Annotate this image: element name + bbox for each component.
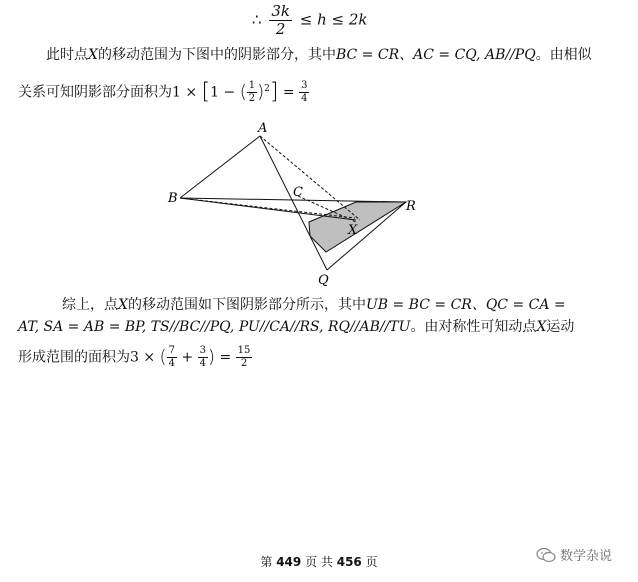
segment-ab: [180, 136, 260, 198]
equals: =: [219, 349, 232, 366]
footer-pre: 第: [260, 555, 273, 569]
para1-text: 此时点: [46, 47, 88, 63]
para1-text: 的移动范围为下图中的阴影部分，其中: [97, 47, 336, 63]
label-r: R: [406, 199, 416, 214]
relations: BC = CR、AC = CQ, AB//PQ: [335, 47, 536, 63]
watermark: [536, 545, 612, 564]
res-den: 4: [301, 93, 308, 105]
fraction-result: [299, 81, 309, 104]
para2-text: 。由对称性可知动点: [410, 319, 537, 335]
fraction-half: [247, 81, 257, 104]
para2-line3: [18, 346, 252, 369]
segment-aq: [260, 136, 327, 270]
fraction-numerator: 3k: [271, 2, 290, 20]
para1-text: 关系可知阴影部分面积为: [18, 84, 172, 101]
total-pages: 456: [336, 555, 362, 569]
plus: +: [181, 349, 194, 366]
right-paren: ): [207, 346, 215, 368]
f1-num: 7: [168, 345, 175, 356]
right-bracket: ]: [269, 79, 279, 105]
one-minus: 1 −: [210, 84, 236, 101]
times-3: 3 ×: [130, 349, 156, 366]
half-num: 1: [248, 80, 256, 92]
label-q: Q: [318, 273, 329, 288]
para1-text: 。由相似: [535, 47, 592, 63]
therefore-symbol: ∴: [252, 10, 262, 29]
fraction-7-4: [167, 346, 177, 369]
label-a: A: [258, 121, 268, 136]
wechat-icon: [536, 547, 556, 563]
fraction-3-4: [198, 346, 208, 369]
label-b: B: [168, 191, 178, 206]
var-x: X: [118, 297, 128, 313]
geometry-figure: [160, 112, 440, 292]
res-num: 3: [301, 80, 308, 92]
res-num: 15: [237, 345, 251, 356]
fraction-denominator: 2: [275, 20, 286, 38]
times-1: 1 ×: [172, 84, 198, 101]
footer-mid: 页 共: [305, 555, 333, 569]
inequality-line: [252, 4, 367, 37]
para2-text: 运动: [546, 319, 575, 335]
equals: =: [282, 84, 295, 101]
footer-post: 页: [365, 555, 378, 569]
shaded-region: [309, 202, 406, 252]
para2-text: 形成范围的面积为: [18, 349, 130, 366]
f2-num: 3: [199, 345, 206, 356]
page-number: 449: [276, 555, 302, 569]
var-x: X: [536, 319, 547, 335]
inequality-rest: ≤ h ≤ 2k: [299, 10, 368, 29]
square-exponent: 2: [264, 84, 270, 94]
left-paren: (: [239, 81, 247, 103]
res-den: 2: [240, 358, 248, 369]
label-x: X: [348, 223, 358, 238]
fraction-3k-over-2: [269, 4, 292, 37]
para2-line1: [62, 296, 566, 314]
dashed-ax: [260, 136, 360, 220]
relations-2: AT, SA = AB = BP, TS//BC//PQ, PU//CA//RS, RQ//AB//TU: [18, 319, 411, 335]
watermark-text: 数学杂说: [560, 549, 613, 564]
f1-den: 4: [168, 358, 175, 369]
para1-line2: [18, 80, 309, 104]
relations-1: UB = BC = CR、QC = CA =: [365, 297, 566, 313]
label-c: C: [293, 185, 303, 200]
left-paren: (: [159, 346, 167, 368]
para2-text: 综上，点: [62, 297, 118, 313]
left-bracket: [: [201, 79, 211, 105]
right-paren: ): [257, 81, 265, 103]
var-x: X: [88, 47, 98, 63]
para1-line1: [46, 46, 592, 64]
f2-den: 4: [199, 358, 206, 369]
fraction-15-2: [236, 346, 253, 369]
para2-line2: [18, 318, 574, 336]
half-den: 2: [248, 93, 256, 105]
para2-text: 的移动范围如下图阴影部分所示，其中: [127, 297, 366, 313]
